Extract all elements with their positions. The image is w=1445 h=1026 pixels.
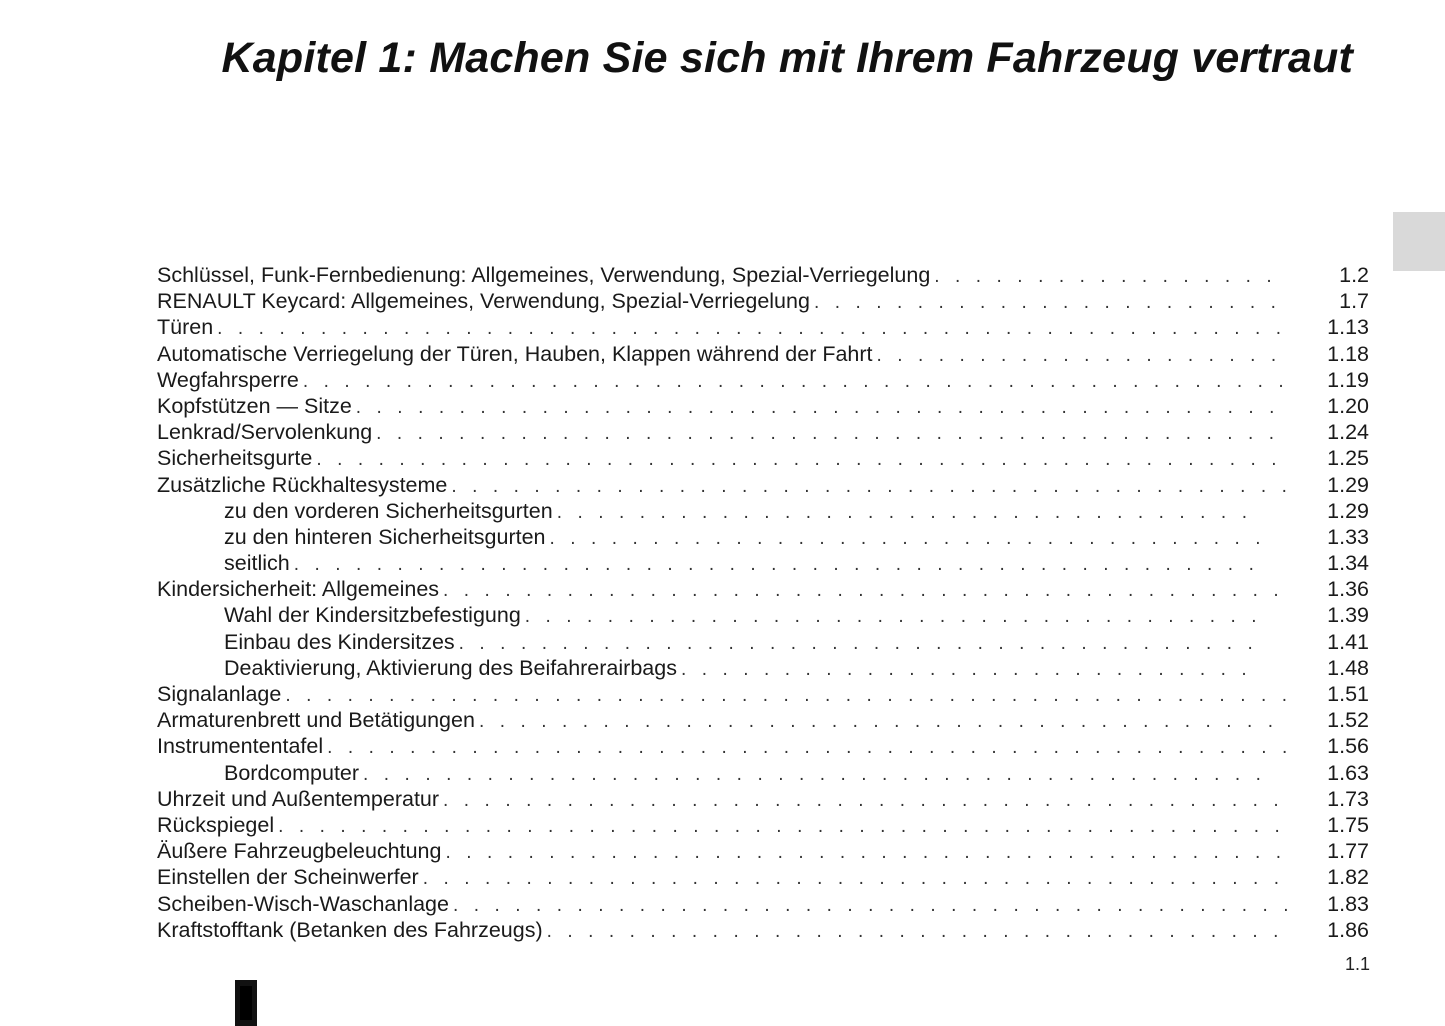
toc-entry[interactable] <box>157 419 1369 445</box>
dot-leader <box>443 788 1287 814</box>
toc-entry[interactable] <box>157 262 1369 288</box>
toc-page-number: 1.51 <box>1327 682 1369 706</box>
dot-leader <box>294 552 1263 578</box>
dot-leader <box>316 447 1287 473</box>
toc-page-number: 1.18 <box>1327 341 1369 366</box>
dot-leader <box>217 316 1287 342</box>
toc-entry[interactable] <box>157 445 1369 471</box>
toc-page-number: 1.82 <box>1327 865 1369 890</box>
toc-entry[interactable] <box>157 812 1369 838</box>
toc-page-number: 1.86 <box>1327 917 1369 942</box>
toc-entry[interactable] <box>157 367 1369 393</box>
toc-page-number: 1.73 <box>1327 786 1369 811</box>
chapter-tab-marker <box>1393 212 1445 271</box>
dot-leader <box>445 840 1287 866</box>
toc-page-number: 1.63 <box>1327 760 1369 785</box>
toc-entry-label: RENAULT Keycard: Allgemeines, Verwendung, Spezial-Verriegelung <box>157 289 810 314</box>
toc-page-number: 1.24 <box>1327 420 1369 445</box>
dot-leader <box>877 343 1287 369</box>
toc-page-number: 1.83 <box>1327 891 1369 916</box>
toc-entry-label: Äußere Fahrzeugbeleuchtung <box>157 839 442 864</box>
toc-page-number: 1.29 <box>1327 472 1369 497</box>
toc-entry[interactable] <box>157 917 1369 943</box>
toc-page-number: 1.13 <box>1327 315 1369 340</box>
dot-leader <box>363 762 1263 788</box>
toc-entry[interactable] <box>157 288 1369 314</box>
toc-page-number: 1.77 <box>1327 839 1369 864</box>
dot-leader <box>443 578 1287 604</box>
toc-page-number: 1.75 <box>1327 812 1369 837</box>
dot-leader <box>285 683 1287 709</box>
dot-leader <box>550 526 1263 552</box>
toc-entry-label: seitlich <box>224 551 290 576</box>
toc-page-number: 1.52 <box>1327 708 1369 733</box>
toc-subentry[interactable] <box>157 655 1369 681</box>
dot-leader <box>423 866 1287 892</box>
toc-entry-label: Instrumententafel <box>157 734 324 759</box>
toc-entry[interactable] <box>157 864 1369 890</box>
binding-mark <box>235 980 257 1026</box>
chapter-title: Kapitel 1: Machen Sie sich mit Ihrem Fahrzeug vertraut <box>221 34 1353 82</box>
toc-entry[interactable] <box>157 472 1369 498</box>
toc-entry-label: Deaktivierung, Aktivierung des Beifahrerairbags <box>224 655 677 680</box>
toc-entry-label: Kopfstützen — Sitze <box>157 393 352 418</box>
dot-leader <box>814 290 1287 316</box>
toc-entry-label: Einbau des Kindersitzes <box>224 629 455 654</box>
toc-subentry[interactable] <box>157 498 1369 524</box>
toc-page-number: 1.2 <box>1339 263 1369 287</box>
toc-entry-label: Automatische Verriegelung der Türen, Hauben, Klappen während der Fahrt <box>157 341 873 366</box>
toc-page-number: 1.56 <box>1327 734 1369 759</box>
toc-entry-label: zu den vorderen Sicherheitsgurten <box>224 498 553 523</box>
toc-entry[interactable] <box>157 891 1369 917</box>
toc-page-number: 1.33 <box>1327 524 1369 549</box>
toc-subentry[interactable] <box>157 550 1369 576</box>
toc-entry[interactable] <box>157 681 1369 707</box>
toc-subentry[interactable] <box>157 602 1369 628</box>
dot-leader <box>303 369 1287 395</box>
toc-page-number: 1.34 <box>1327 551 1369 576</box>
toc-page-number: 1.36 <box>1327 577 1369 602</box>
dot-leader <box>681 657 1263 683</box>
toc-entry-label: Lenkrad/Servolenkung <box>157 420 373 445</box>
dot-leader <box>547 919 1287 945</box>
toc-entry-label: Armaturenbrett und Betätigungen <box>157 708 475 733</box>
dot-leader <box>525 604 1263 630</box>
toc-page-number: 1.48 <box>1327 655 1369 680</box>
dot-leader <box>327 735 1287 761</box>
toc-page-number: 1.39 <box>1327 603 1369 628</box>
toc-entry[interactable] <box>157 838 1369 864</box>
toc-page-number: 1.25 <box>1327 446 1369 471</box>
toc-subentry[interactable] <box>157 524 1369 550</box>
toc-entry[interactable] <box>157 393 1369 419</box>
toc-entry-label: zu den hinteren Sicherheitsgurten <box>224 524 546 549</box>
toc-page-number: 1.41 <box>1327 629 1369 654</box>
toc-page-number: 1.29 <box>1327 498 1369 523</box>
toc-entry-label: Kindersicherheit: Allgemeines <box>157 577 440 602</box>
dot-leader <box>459 631 1263 657</box>
toc-entry[interactable] <box>157 786 1369 812</box>
toc-entry-label: Sicherheitsgurte <box>157 446 313 471</box>
toc-entry-label: Zusätzliche Rückhaltesysteme <box>157 472 448 497</box>
toc-entry[interactable] <box>157 707 1369 733</box>
toc-entry-label: Signalanlage <box>157 682 282 706</box>
toc-entry-label: Wegfahrsperre <box>157 367 299 392</box>
toc-entry[interactable] <box>157 341 1369 367</box>
toc-entry-label: Scheiben-Wisch-Waschanlage <box>157 891 449 916</box>
dot-leader <box>557 500 1263 526</box>
toc-page-number: 1.19 <box>1327 367 1369 392</box>
toc-page-number: 1.20 <box>1327 393 1369 418</box>
toc-entry[interactable] <box>157 733 1369 759</box>
toc-entry-label: Uhrzeit und Außentemperatur <box>157 786 440 811</box>
toc-entry-label: Einstellen der Scheinwerfer <box>157 865 419 890</box>
dot-leader <box>451 474 1287 500</box>
toc-entry-label: Türen <box>157 315 214 340</box>
toc-subentry[interactable] <box>157 629 1369 655</box>
toc-subentry[interactable] <box>157 760 1369 786</box>
toc-entry-label: Kraftstofftank (Betanken des Fahrzeugs) <box>157 917 543 942</box>
toc-page-number: 1.7 <box>1339 289 1369 314</box>
dot-leader <box>453 893 1287 919</box>
page-number: 1.1 <box>1344 954 1370 974</box>
dot-leader <box>934 264 1287 290</box>
dot-leader <box>278 814 1287 840</box>
toc-entry[interactable] <box>157 314 1369 340</box>
toc-entry-label: Bordcomputer <box>224 760 360 785</box>
table-of-contents <box>157 262 1369 943</box>
toc-entry[interactable] <box>157 576 1369 602</box>
dot-leader <box>479 709 1287 735</box>
toc-entry-label: Wahl der Kindersitzbefestigung <box>224 603 521 628</box>
dot-leader <box>356 395 1287 421</box>
dot-leader <box>376 421 1287 447</box>
toc-entry-label: Schlüssel, Funk-Fernbedienung: Allgemeines, Verwendung, Spezial-Verriegelung <box>157 263 931 287</box>
toc-entry-label: Rückspiegel <box>157 812 275 837</box>
